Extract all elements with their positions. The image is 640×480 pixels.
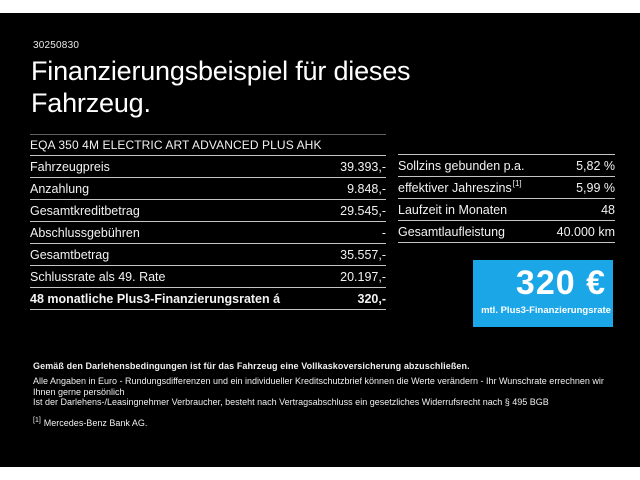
monthly-rate-amount: 320 € (515, 264, 606, 302)
page-title-line-1: Finanzierungsbeispiel für dieses (31, 56, 411, 86)
page-title-line-2: Fahrzeug. (31, 88, 151, 118)
row-label: Schlussrate als 49. Rate (30, 269, 166, 284)
row-value: 320,- (357, 291, 386, 306)
vehicle-model-header (30, 134, 386, 156)
table-row-abschlussgebuehren (30, 222, 386, 244)
document-number: 30250830 (33, 40, 80, 51)
table-row-anzahlung (30, 178, 386, 200)
conditions-table (398, 154, 615, 243)
footnote-text: Mercedes-Benz Bank AG. (43, 417, 148, 428)
row-value: 9.848,- (347, 181, 386, 196)
table-row-effektiver-jahreszins (398, 177, 615, 199)
table-row-sollzins (398, 155, 615, 177)
table-row-monatsraten (30, 288, 386, 310)
row-label: Gesamtbetrag (30, 247, 110, 262)
row-label: Abschlussgebühren (30, 225, 140, 240)
row-label: 48 monatliche Plus3-Finanzierungsraten á (30, 291, 281, 306)
row-label: Anzahlung (30, 181, 90, 196)
table-row-gesamtlaufleistung (398, 221, 615, 243)
table-row-gesamtkreditbetrag (30, 200, 386, 222)
legal-footer (33, 361, 618, 428)
row-label: Gesamtkreditbetrag (30, 203, 140, 218)
row-value: - (381, 225, 386, 240)
row-value: 5,99 % (576, 180, 615, 195)
disclaimer-line-1: Alle Angaben in Euro - Rundungsdifferenzen und ein individueller Kreditschutzbrief können die Werte verändern - Ihr Wunschrate errechnen wir Ihnen gerne persönlich (33, 376, 604, 397)
row-label: Sollzins gebunden p.a. (398, 158, 525, 173)
row-value: 48 (601, 202, 615, 217)
finance-table (30, 134, 386, 310)
row-value: 29.545,- (340, 203, 386, 218)
row-label: effektiver Jahreszins[1] (398, 179, 522, 195)
vehicle-model-label: EQA 350 4M ELECTRIC ART ADVANCED PLUS AHK (30, 138, 322, 152)
row-label: Gesamtlaufleistung (398, 224, 506, 239)
row-value: 35.557,- (340, 247, 386, 262)
table-row-schlussrate (30, 266, 386, 288)
monthly-rate-box (473, 260, 613, 327)
row-value: 40.000 km (556, 224, 615, 239)
footnote (33, 417, 618, 428)
insurance-note: Gemäß den Darlehensbedingungen ist für das Fahrzeug eine Vollkaskoversicherung abzuschließen. (33, 361, 470, 371)
row-value: 39.393,- (340, 159, 386, 174)
page-title (31, 55, 410, 119)
table-row-fahrzeugpreis (30, 156, 386, 178)
footnote-marker: [1] (33, 416, 41, 424)
footnote-ref: [1] (512, 179, 522, 189)
row-label: Fahrzeugpreis (30, 159, 110, 174)
monthly-rate-caption: mtl. Plus3-Finanzierungsrate (481, 305, 611, 316)
row-value: 20.197,- (340, 269, 386, 284)
row-label: Laufzeit in Monaten (398, 202, 508, 217)
disclaimer-line-2: Ist der Darlehens-/Leasingnehmer Verbraucher, besteht nach Vertragsabschluss ein gesetzliches Widerrufsrecht nach § 495 BGB (33, 397, 549, 407)
table-row-laufzeit (398, 199, 615, 221)
offer-sheet (0, 13, 640, 467)
row-value: 5,82 % (576, 158, 615, 173)
table-row-gesamtbetrag (30, 244, 386, 266)
